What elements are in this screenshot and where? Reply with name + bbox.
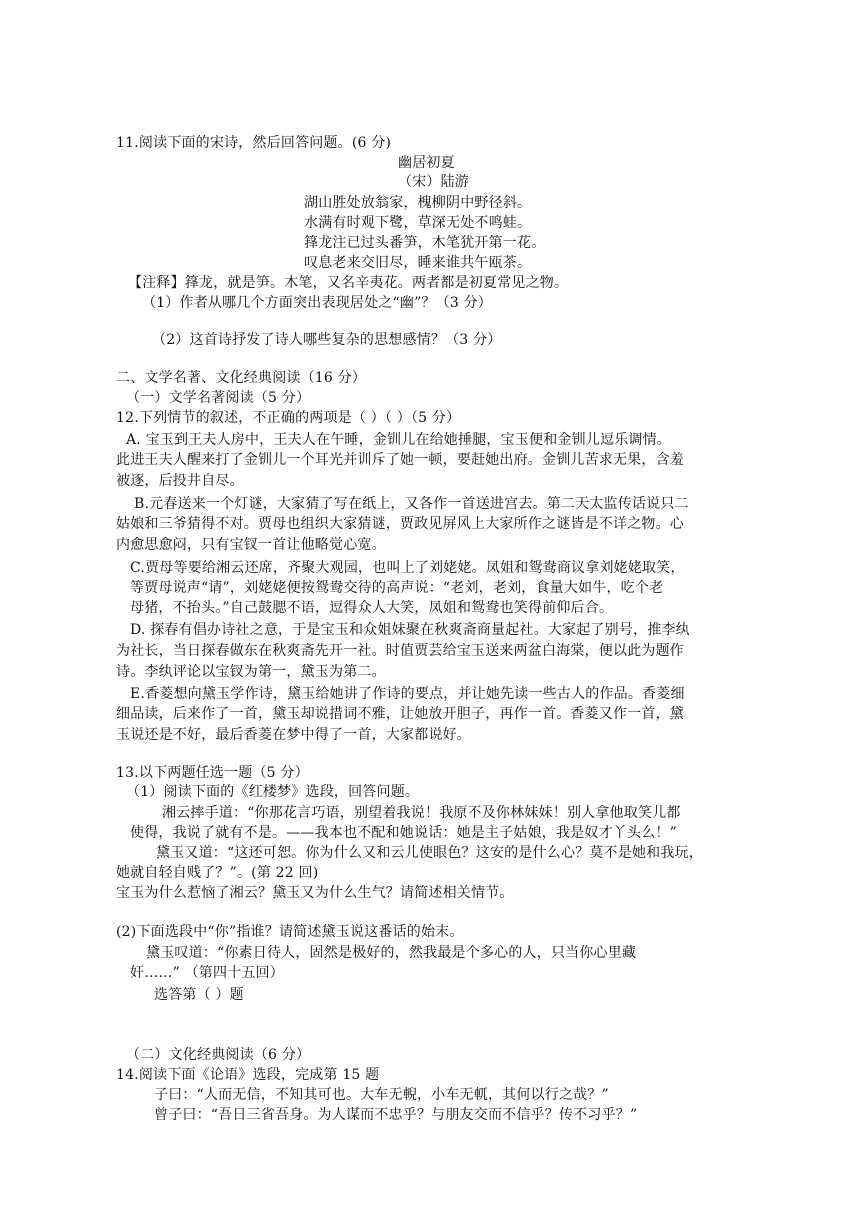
q13-passage1: 湘云摔手道：“你那花言巧语，别望着我说！我原不及你林妹妹！别人拿他取笑儿都 — [162, 805, 681, 821]
q12-option-e: 细品读，后来作了一首，黛玉却说措词不雅，让她放开胆子，再作一首。香菱又作一首，黛 — [116, 706, 684, 722]
poem-line: 湖山胜处放翁家，槐柳阴中野径斜。 — [304, 195, 532, 211]
q12-option-d: D. 探春有倡办诗社之意，于是宝玉和众姐妹聚在秋爽斋商量起社。大家起了别号，推李纨 — [130, 622, 690, 638]
q12-option-e: E.香菱想向黛玉学作诗，黛玉给她讲了作诗的要点，并让她先读一些古人的作品。香菱细 — [130, 686, 685, 702]
q12-option-a: 被逐，后投井自尽。 — [116, 473, 244, 489]
q12-option-b: B.元春送来一个灯谜，大家猜了写在纸上，又各作一首送进宫去。第二天太监传话说只二 — [134, 496, 689, 512]
section-heading: 二、文学名著、文化经典阅读（16 分） — [116, 370, 367, 386]
subsection-heading: （二）文化经典阅读（6 分） — [126, 1047, 311, 1063]
q12-option-b: 姑娘和三爷猜得不对。贾母也组织大家猜谜，贾政见屏风上大家所作之谜皆是不详之物。心 — [116, 516, 684, 532]
classic-quote: 子曰：“人而无信，不知其可也。大车无輗，小车无軏，其何以行之哉？” — [154, 1087, 609, 1103]
q13-choice: 选答第（ ）题 — [154, 987, 244, 1003]
q12-option-d: 为社长，当日探春做东在秋爽斋先开一社。时值贾芸给宝玉送来两盆白海棠，便以此为题作 — [116, 643, 684, 659]
q12-option-d: 诗。李纨评论以宝钗为第一，黛玉为第二。 — [116, 664, 386, 680]
q13-passage2: 黛玉叹道：“你素日待人，固然是极好的，然我最是个多心的人，只当你心里藏 — [146, 945, 637, 961]
q12-option-c: 母猪，不抬头。”自己鼓腮不语，逗得众人大笑，凤姐和鸳鸯也笑得前仰后合。 — [130, 600, 614, 616]
poem-line: 水满有时观下鹭，草深无处不鸣蛙。 — [304, 215, 532, 231]
poem-note: 【注释】箨龙，就是笋。木笔，又名辛夷花。两者都是初夏常见之物。 — [128, 275, 569, 291]
q13-passage2: 奸……” （第四十五回） — [130, 965, 285, 981]
classic-quote: 曾子曰：“吾日三省吾身。为人谋而不忠乎？与朋友交而不信乎？传不习乎？” — [154, 1107, 638, 1123]
poem-title: 幽居初夏 — [398, 155, 455, 171]
q13-stem: 13.以下两题任选一题（5 分） — [116, 765, 309, 781]
q13-passage1: 黛玉又道：“这还可恕。你为什么又和云儿使眼色？这安的是什么心？莫不是她和我玩， — [156, 845, 703, 861]
q12-option-a: A. 宝玉到王夫人房中，王夫人在午睡，金钏儿在给她捶腿，宝玉便和金钏儿逗乐调情。 — [126, 432, 672, 448]
subsection-heading: （一）文学名著阅读（5 分） — [126, 390, 311, 406]
poem-line: 叹息老来交旧尽，睡来谁共午瓯茶。 — [304, 255, 532, 271]
q14-stem: 14.阅读下面《论语》选段，完成第 15 题 — [116, 1067, 380, 1083]
q11-sub1: （1）作者从哪几个方面突出表现居处之“幽”？（3 分） — [142, 295, 492, 311]
q12-option-b: 内愈思愈闷，只有宝钗一首让他略觉心宽。 — [116, 537, 386, 553]
poem-author: （宋）陆游 — [398, 174, 469, 190]
q13-passage1: 使得，我说了就有不是。——我本也不配和她说话：她是主子姑娘，我是奴才丫头么！” — [130, 825, 677, 841]
q12-stem: 12.下列情节的叙述，不正确的两项是（ ）（ ）（5 分） — [116, 410, 461, 426]
q13-sub1: （1）阅读下面的《红楼梦》选段，回答问题。 — [126, 784, 420, 800]
q11-stem: 11.阅读下面的宋诗，然后回答问题。(6 分) — [116, 135, 392, 151]
poem-line: 箨龙注已过头番笋，木笔犹开第一花。 — [304, 235, 546, 251]
q12-option-c: 等贾母说声“请”，刘姥姥便按鸳鸯交待的高声说：“老刘，老刘，食量大如牛，吃个老 — [130, 580, 664, 596]
q13-question1: 宝玉为什么惹恼了湘云？黛玉又为什么生气？请简述相关情节。 — [116, 885, 514, 901]
q12-option-e: 玉说还是不好，最后香菱在梦中得了一首，大家都说好。 — [116, 727, 471, 743]
q13-passage1: 她就自轻自贱了？”。(第 22 回) — [116, 865, 319, 881]
q11-sub2: （2）这首诗抒发了诗人哪些复杂的思想感情？（3 分） — [152, 332, 502, 348]
q12-option-a: 此进王夫人醒来打了金钏儿一个耳光并训斥了她一顿，要赶她出府。金钏儿苦求无果，含羞 — [116, 452, 684, 468]
q13-sub2: (2)下面选段中“你”指谁？请简述黛玉说这番话的始末。 — [116, 924, 464, 940]
q12-option-c: C.贾母等要给湘云还席，齐聚大观园，也叫上了刘姥姥。凤姐和鸳鸯商议拿刘姥姥取笑， — [130, 560, 685, 576]
